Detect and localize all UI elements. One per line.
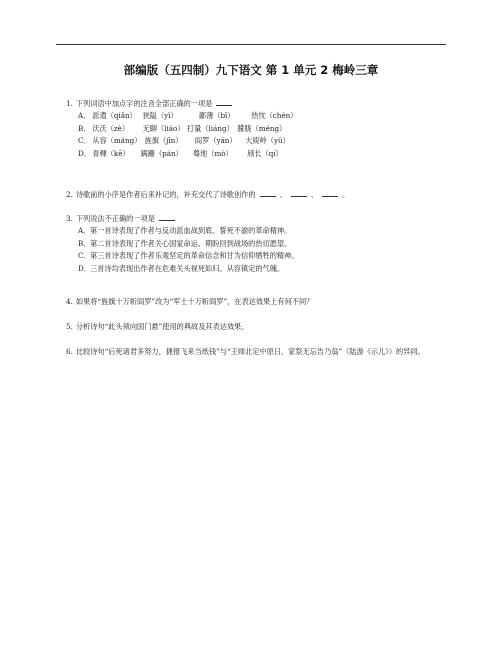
option-letter: D．	[78, 263, 91, 273]
separator: 。	[341, 190, 350, 199]
question-3-options	[78, 225, 298, 275]
question-1	[66, 97, 236, 109]
option-item: 无聊（liáo）	[142, 123, 185, 133]
option-item: 颀长（qí）	[247, 148, 283, 158]
option-c	[78, 250, 298, 263]
option-item: 鄙薄（bǐ）	[198, 111, 235, 120]
question-1-options	[78, 110, 297, 160]
answer-blank[interactable]	[216, 97, 232, 106]
option-b	[78, 123, 297, 136]
option-letter: A．	[78, 226, 91, 235]
option-a	[78, 225, 298, 238]
question-text: 下列词语中加点字的注音全部正确的一项是	[75, 99, 213, 108]
question-number: 4.	[66, 297, 73, 306]
option-item: 派遣（qiǎn）	[92, 111, 137, 120]
option-d	[78, 148, 297, 161]
option-item: 从容（máng）	[92, 136, 142, 145]
option-a	[78, 110, 297, 123]
question-text: 下列说法不正确的一项是	[75, 214, 155, 223]
question-number: 6.	[66, 347, 73, 356]
page-title: 部编版（五四制）九下语文 第 1 单元 2 梅岭三章	[123, 63, 379, 77]
option-letter: D．	[78, 148, 91, 158]
question-text: 诗歌前的小序是作者后来补记的，补充交代了诗歌创作的	[75, 190, 256, 199]
question-text: 比较诗句“后死诸君多努力，捷报飞来当纸钱”与“王师北定中原日，家祭无忘告乃翁”（陆游《示儿》）的异同。	[75, 347, 425, 356]
option-text: 第三首诗表现了作者乐观坚定的革命信念和甘为信仰牺牲的精神。	[90, 251, 299, 260]
question-text: 如果将“旌旗十万斩阎罗”改为“军士十万斩阎罗”，在表达效果上有何不同？	[75, 297, 314, 306]
option-letter: B．	[78, 238, 91, 248]
answer-blank[interactable]	[159, 212, 175, 221]
answer-blank[interactable]	[291, 188, 307, 197]
question-text: 分析诗句“此头须向国门悬”使用的典故及其表达效果。	[75, 322, 249, 331]
header-rule	[56, 44, 446, 45]
option-letter: C．	[78, 251, 91, 260]
option-b	[78, 238, 298, 251]
question-number: 5.	[66, 322, 73, 331]
option-item: 沃沃（zè）	[92, 123, 130, 133]
option-letter: C．	[78, 136, 91, 145]
question-4	[66, 296, 313, 307]
question-5	[66, 321, 249, 332]
option-text: 三首诗均表现出作者在危难关头视死如归、从容镇定的气魄。	[90, 263, 285, 273]
question-3	[66, 212, 179, 224]
option-item: 大庾岭（yǔ）	[245, 136, 290, 145]
question-2	[66, 188, 349, 200]
option-letter: A．	[78, 111, 91, 120]
answer-blank[interactable]	[260, 188, 276, 197]
option-item: 旌旗（jīn）	[144, 136, 183, 145]
option-text: 第二首诗表现了作者关心国家命运、期盼回到战场的热切愿望。	[90, 238, 292, 248]
option-item: 狭隘（yì）	[142, 111, 178, 120]
question-number: 1.	[66, 99, 73, 108]
option-item: 蹒跚（pán）	[140, 148, 183, 158]
option-d	[78, 263, 298, 276]
option-item: 阎罗（yán）	[194, 136, 237, 145]
question-number: 3.	[66, 214, 73, 223]
option-text: 第一首诗表现了作者与反动派血战到底、誓死不渝的革命精神。	[90, 226, 292, 235]
separator: 、	[279, 190, 287, 199]
question-number: 2.	[66, 190, 73, 199]
answer-blank[interactable]	[322, 188, 338, 197]
option-item: 朦胧（méng）	[237, 123, 287, 133]
option-item: 蓦地（mò）	[192, 148, 233, 158]
option-item: 青稞（kē）	[92, 148, 130, 158]
question-6	[66, 346, 446, 357]
option-c	[78, 135, 297, 148]
option-item: 热忱（chén）	[251, 111, 298, 120]
separator: 、	[310, 190, 318, 199]
option-item: 打量（liáng）	[186, 123, 234, 133]
option-letter: B．	[78, 123, 91, 133]
